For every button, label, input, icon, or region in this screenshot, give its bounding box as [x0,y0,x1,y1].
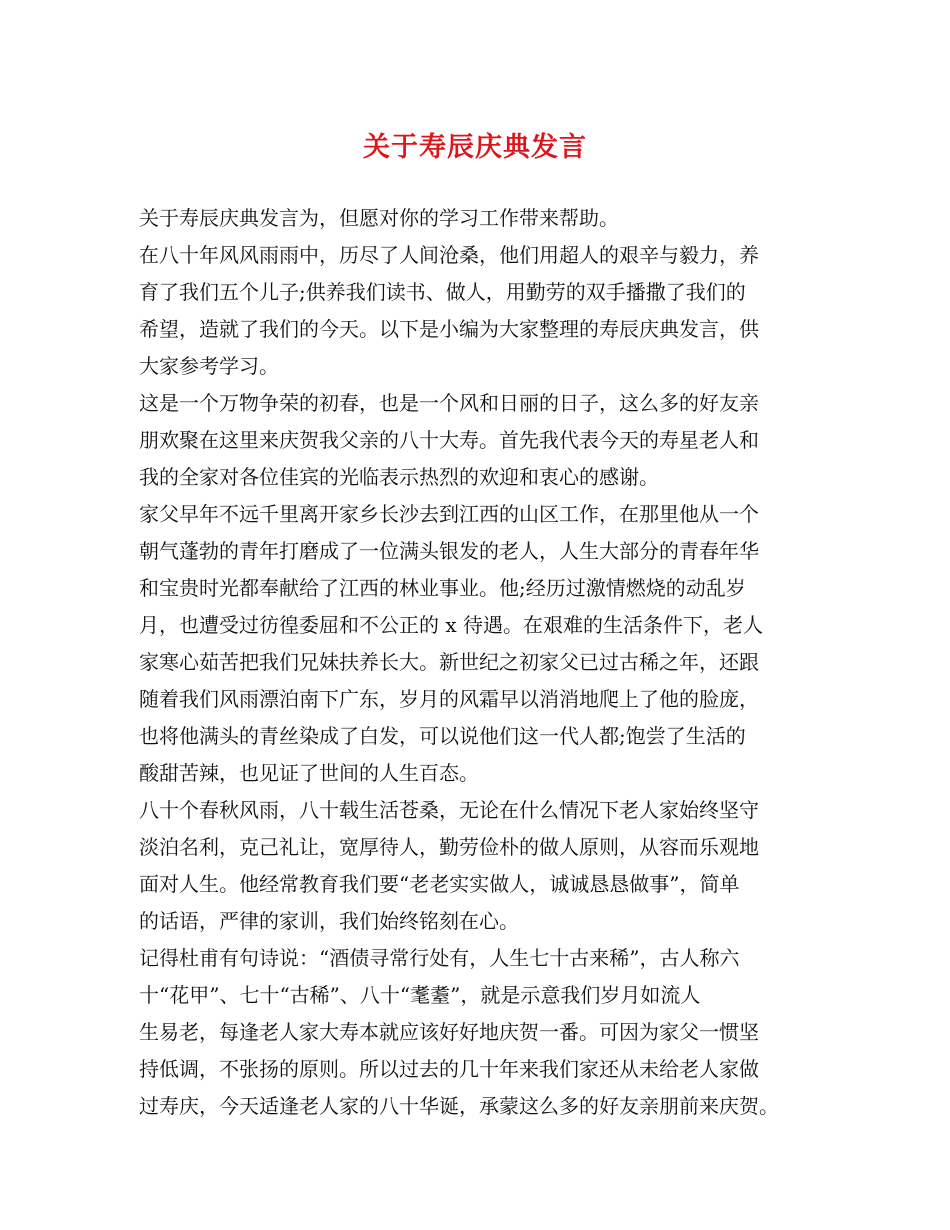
text-line: 淡泊名利，克己礼让，宽厚待人，勤劳俭朴的做人原则，从容而乐观地 [139,835,759,859]
text-line: 酸甜苦辣，也见证了世间的人生百态。 [139,761,479,785]
text-line: 大家参考学习。 [139,354,279,378]
text-line: 希望，造就了我们的今天。以下是小编为大家整理的寿辰庆典发言，供 [139,317,759,341]
text-line: 持低调，不张扬的原则。所以过去的几十年来我们家还从未给老人家做 [139,1057,759,1081]
text-line: 随着我们风雨漂泊南下广东，岁月的风霜早以消消地爬上了他的脸庞， [139,687,759,711]
text-line: 的话语，严律的家训，我们始终铭刻在心。 [139,909,519,933]
text-line: 也将他满头的青丝染成了白发，可以说他们这一代人都;饱尝了生活的 [139,724,746,748]
text-line: 家父早年不远千里离开家乡长沙去到江西的山区工作，在那里他从一个 [139,502,759,526]
text-line: 我的全家对各位佳宾的光临表示热烈的欢迎和衷心的感谢。 [139,465,659,489]
text-line: 月，也遭受过彷徨委屈和不公正的 x 待遇。在艰难的生活条件下，老人 [139,613,763,637]
document-body [139,200,819,1125]
text-line: 朋欢聚在这里来庆贺我父亲的八十大寿。首先我代表今天的寿星老人和 [139,428,759,452]
text-line: 面对人生。他经常教育我们要“老老实实做人，诚诚恳恳做事”，简单 [139,872,740,896]
text-line: 这是一个万物争荣的初春，也是一个风和日丽的日子，这么多的好友亲 [139,391,759,415]
text-line: 在八十年风风雨雨中，历尽了人间沧桑，他们用超人的艰辛与毅力，养 [139,243,759,267]
text-line: 过寿庆，今天适逢老人家的八十华诞，承蒙这么多的好友亲朋前来庆贺。 [139,1094,779,1118]
text-line: 生易老，每逢老人家大寿本就应该好好地庆贺一番。可因为家父一惯坚 [139,1020,759,1044]
text-line: 育了我们五个儿子;供养我们读书、做人，用勤劳的双手播撒了我们的 [139,280,746,304]
text-line: 八十个春秋风雨，八十载生活苍桑，无论在什么情况下老人家始终坚守 [139,798,759,822]
text-line: 和宝贵时光都奉献给了江西的林业事业。他;经历过激情燃烧的动乱岁 [139,576,746,600]
text-line: 十“花甲”、七十“古稀”、八十“耄耋”，就是示意我们岁月如流人 [139,983,701,1007]
text-line: 关于寿辰庆典发言为，但愿对你的学习工作带来帮助。 [139,206,619,230]
text-line: 朝气蓬勃的青年打磨成了一位满头银发的老人，人生大部分的青春年华 [139,539,759,563]
text-line: 记得杜甫有句诗说：“酒债寻常行处有，人生七十古来稀”，古人称六 [139,946,740,970]
document-title: 关于寿辰庆典发言 [363,132,587,163]
text-line: 家寒心茹苦把我们兄妹扶养长大。新世纪之初家父已过古稀之年，还跟 [139,650,759,674]
